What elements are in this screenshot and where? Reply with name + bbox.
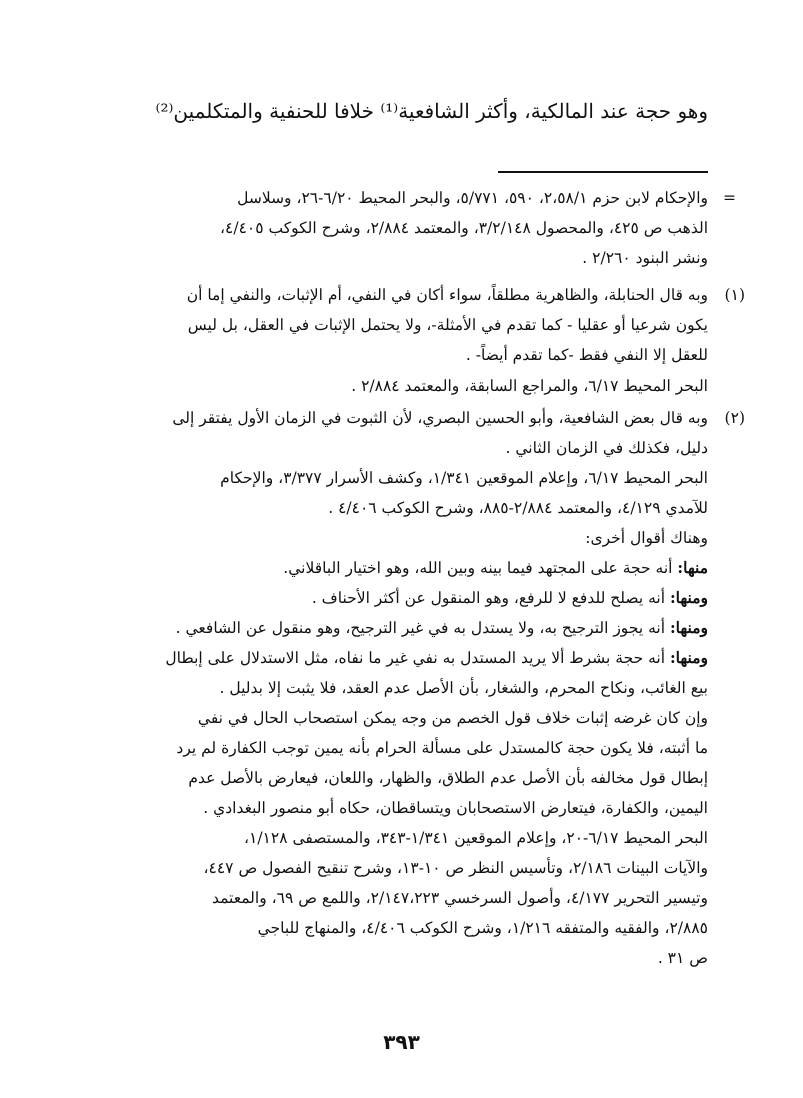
- footnote-2-after-line-7: والآيات البينات ٢/١٨٦، وتأسيس النظر ص ١٠-١٣، وشرح تنقيح الفصول ص ٤٤٧،: [203, 859, 708, 877]
- opinion-item-3: ومنها: أنه يجوز الترجيح به، ولا يستدل به في غير الترجيح، وهو منقول عن الشافعي .: [175, 618, 708, 637]
- footnote-1-line-2: يكون شرعيا أو عقليا - كما تقدم في الأمثلة-، ولا يحتمل الإثبات في العقل، بل ليس: [187, 316, 708, 334]
- continuation-line-3: ونشر البنود ٢/٢٦٠ .: [582, 249, 708, 267]
- footnote-2-after-line-9: ٢/٨٨٥، والفقيه والمتفقه ١/٢١٦، وشرح الكوكب ٤/٤٠٦، والمنهاج للباجي: [257, 919, 708, 937]
- opinion-label: منها:: [677, 558, 708, 577]
- footnote-2-line-2: دليل، فكذلك في الزمان الثاني .: [505, 439, 708, 457]
- footnote-2-after-line-1: بيع الغائب، ونكاح المحرم، والشغار، بأن الأصل عدم العقد، فلا يثبت إلا بدليل .: [219, 679, 708, 697]
- footnote-separator: [498, 171, 708, 173]
- footnote-2-after-line-4: إبطال قول مخالفه بأن الأصل عدم الطلاق، والظهار، واللعان، فيعارض بالأصل عدم: [188, 769, 708, 787]
- footnote-1-line-1: (١) وبه قال الحنابلة، والظاهرية مطلقاً، سواء أكان في النفي، أم الإثبات، والنفي إما أن: [55, 280, 708, 310]
- footnote-1-line-3: للعقل إلا النفي فقط -كما تقدم أيضاً- .: [465, 346, 708, 364]
- opinion-label: ومنها:: [669, 588, 708, 607]
- continuation-line-1: = والإحكام لابن حزم ٢،٥٨/١، ٥٩٠، ٥/٧٧١، والبحر المحيط ٦/٢٠-٢٦، وسلاسل: [55, 183, 708, 213]
- main-text: وهو حجة عند المالكية، وأكثر الشافعية⁽¹⁾ خلافا للحنفية والمتكلمين⁽²⁾: [155, 99, 708, 123]
- footnote-2-line-5: وهناك أقوال أخرى:: [585, 529, 708, 547]
- footnote-2-line-1: (٢) وبه قال بعض الشافعية، وأبو الحسين البصري، لأن الثبوت في الزمان الأول يفتقر إلى: [55, 403, 708, 433]
- opinion-label: ومنها:: [669, 618, 708, 637]
- opinion-item-1: منها: أنه حجة على المجتهد فيما بينه وبين الله، وهو اختيار الباقلاني.: [283, 558, 708, 577]
- opinion-item-4: ومنها: أنه حجة بشرط ألا يريد المستدل به نفي غير ما نفاه، مثل الاستدلال على إبطال: [165, 648, 708, 667]
- footnote-1-reference: البحر المحيط ٦/١٧، والمراجع السابقة، والمعتمد ٢/٨٨٤ .: [351, 377, 708, 395]
- continuation-marker: =: [723, 189, 736, 207]
- footnote-2-line-4: للآمدي ٤/١٢٩، والمعتمد ٢/٨٨٤-٨٨٥، وشرح الكوكب ٤/٤٠٦ .: [328, 499, 708, 517]
- footnote-2-after-line-10: ص ٣١ .: [657, 949, 708, 967]
- footnote-2-after-line-5: اليمين، والكفارة، فيتعارض الاستصحابان ويتساقطان، حكاه أبو منصور البغدادي .: [203, 799, 708, 817]
- footnote-2-line-3: البحر المحيط ٦/١٧، وإعلام الموقعين ١/٣٤١، وكشف الأسرار ٣/٣٧٧، والإحكام: [220, 469, 708, 487]
- footnote-2-after-line-8: وتيسير التحرير ٤/١٧٧، وأصول السرخسي ٢/١٤٧،٢٢٣، واللمع ص ٦٩، والمعتمد: [211, 889, 708, 907]
- footnote-2-number: (٢): [724, 409, 745, 427]
- footnote-2-after-line-6: البحر المحيط ٦/١٧-٢٠، وإعلام الموقعين ١/٣٤١-٣٤٣، والمستصفى ١/١٢٨،: [243, 829, 708, 847]
- footnote-2-after-line-3: ما أثبته، فلا يكون حجة كالمستدل على مسألة الحرام بأنه يمين توجب الكفارة لم يرد: [176, 739, 708, 757]
- opinion-label: ومنها:: [669, 648, 708, 667]
- opinion-item-2: ومنها: أنه يصلح للدفع لا للرفع، وهو المنقول عن أكثر الأحناف .: [311, 588, 708, 607]
- continuation-line-2: الذهب ص ٤٢٥، والمحصول ٣/٢/١٤٨، والمعتمد ٢/٨٨٤، وشرح الكوكب ٤/٤٠٥،: [220, 219, 708, 237]
- footnote-1-number: (١): [724, 286, 745, 304]
- footnote-2-after-line-2: وإن كان غرضه إثبات خلاف قول الخصم من وجه يمكن استصحاب الحال في نفي: [197, 709, 708, 727]
- page-number: ٣٩٣: [383, 1030, 420, 1054]
